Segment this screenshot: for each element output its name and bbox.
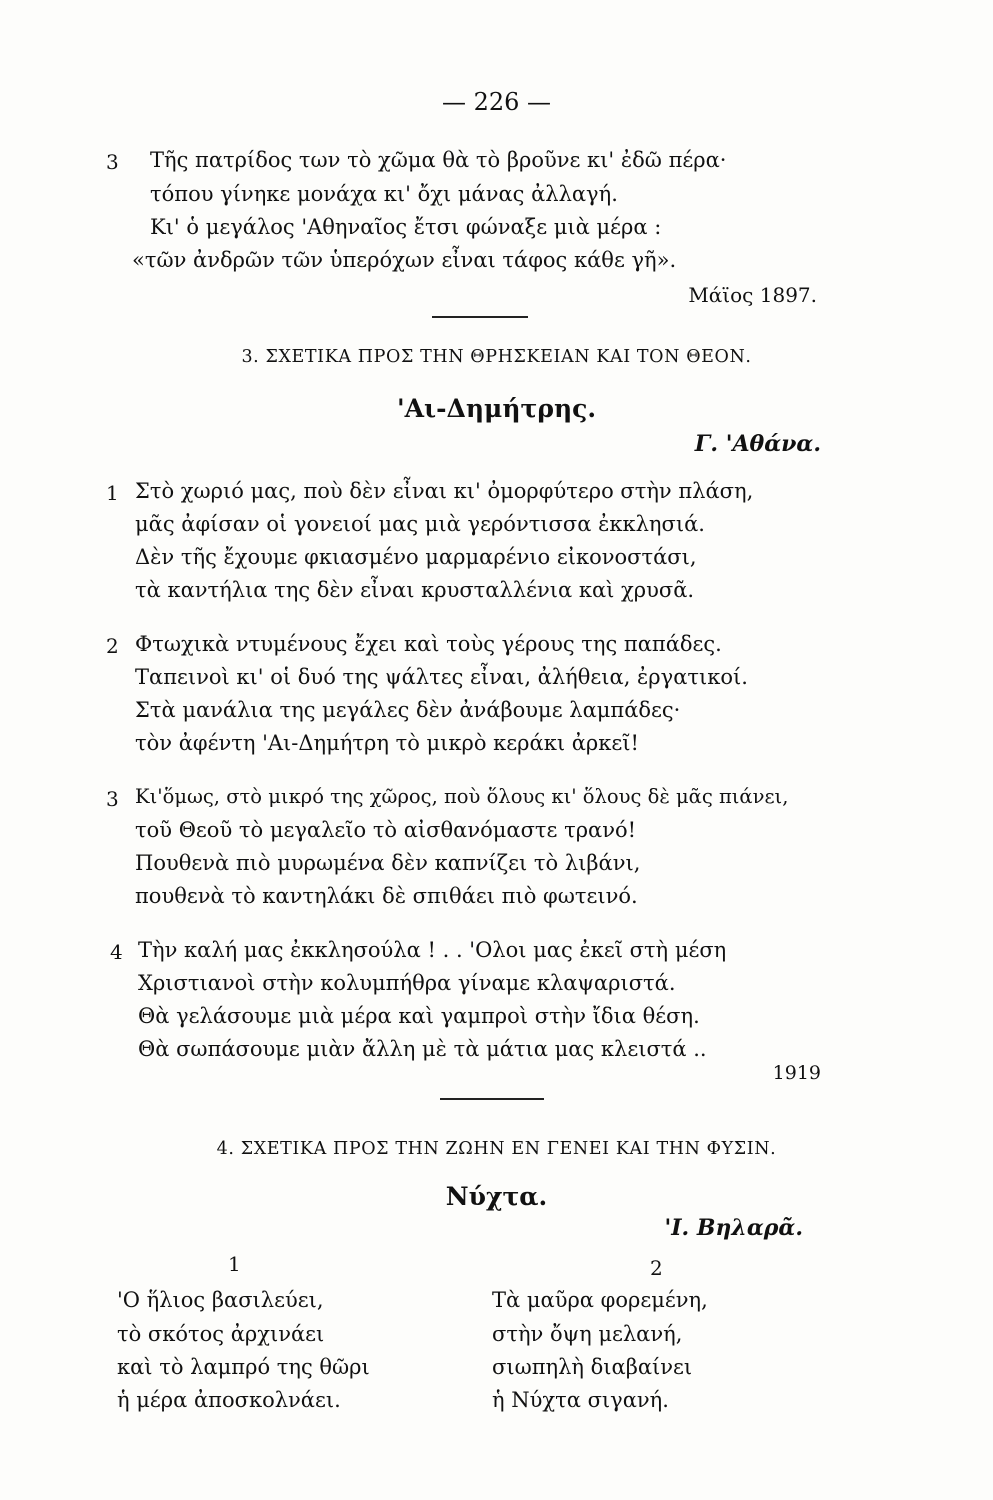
poem-date: 1919: [772, 1062, 821, 1084]
poem-title: Νύχτα.: [445, 1182, 548, 1211]
stanza-number: 4: [110, 940, 123, 964]
poem-line: Τῆς πατρίδος των τὸ χῶμα θὰ τὸ βροῦνε κι' ἐδῶ πέρα·: [150, 148, 727, 172]
poem-line: ἡ Νύχτα σιγανή.: [492, 1388, 669, 1412]
poem-line: ἡ μέρα ἀποσκολνάει.: [117, 1388, 341, 1412]
poem-line: Δὲν τῆς ἔχουμε φκιασμένο μαρμαρένιο εἰκονοστάσι,: [135, 545, 697, 569]
poem-line: Τὰ μαῦρα φορεμένη,: [492, 1288, 708, 1312]
poem-date: Μάϊος 1897.: [688, 283, 817, 307]
poem-line: τὸ σκότος ἀρχινάει: [117, 1322, 325, 1346]
poem-line: Τὴν καλή μας ἐκκλησούλα ! . . 'Ολοι μας ἐκεῖ στὴ μέση: [138, 938, 727, 962]
separator-rule: [432, 316, 528, 318]
poem-line: Θὰ σωπάσουμε μιὰν ἄλλη μὲ τὰ μάτια μας κλειστά ..: [138, 1037, 707, 1061]
section-heading: 4. ΣΧΕΤΙΚΑ ΠΡΟΣ ΤΗΝ ΖΩΗΝ ΕΝ ΓΕΝΕΙ ΚΑΙ ΤΗΝ ΦΥΣΙΝ.: [216, 1139, 777, 1159]
poem-line: 'Ο ἥλιος βασιλεύει,: [117, 1288, 324, 1312]
poem-line: τοῦ Θεοῦ τὸ μεγαλεῖο τὸ αἰσθανόμαστε τρανό!: [135, 818, 637, 842]
poem-line: Κι'ὅμως, στὸ μικρό της χῶρος, ποὺ ὅλους κι' ὅλους δὲ μᾶς πιάνει,: [135, 785, 789, 808]
poem-line: «τῶν ἀνδρῶν τῶν ὑπερόχων εἶναι τάφος κάθε γῆ».: [132, 248, 677, 272]
poem-line: τόπου γίνηκε μονάχα κι' ὄχι μάνας ἀλλαγή.: [150, 182, 618, 206]
poem-line: πουθενὰ τὸ καντηλάκι δὲ σπιθάει πιὸ φωτεινό.: [135, 884, 638, 908]
column-number: 2: [650, 1256, 663, 1280]
poem-line: Κι' ὁ μεγάλος 'Αθηναῖος ἔτσι φώναξε μιὰ μέρα :: [150, 215, 662, 239]
stanza-number: 3: [106, 150, 119, 174]
poem-line: Χριστιανοὶ στὴν κολυμπήθρα γίναμε κλαψαριστά.: [138, 971, 676, 995]
stanza-number: 3: [106, 787, 119, 811]
poem-line: Στὸ χωριό μας, ποὺ δὲν εἶναι κι' ὀμορφύτερο στὴν πλάση,: [135, 479, 754, 503]
stanza-number: 1: [106, 481, 119, 505]
poem-line: Πουθενὰ πιὸ μυρωμένα δὲν καπνίζει τὸ λιβάνι,: [135, 851, 641, 875]
column-number: 1: [228, 1252, 241, 1276]
poem-line: Φτωχικὰ ντυμένους ἔχει καὶ τοὺς γέρους της παπάδες.: [135, 632, 722, 656]
poem-author: 'Ι. Βηλαρᾶ.: [664, 1215, 803, 1241]
poem-line: Θὰ γελάσουμε μιὰ μέρα καὶ γαμπροὶ στὴν ἴδια θέση.: [138, 1004, 700, 1028]
poem-line: Στὰ μανάλια της μεγάλες δὲν ἀνάβουμε λαμπάδες·: [135, 698, 681, 722]
poem-line: καὶ τὸ λαμπρό της θῶρι: [117, 1355, 370, 1379]
poem-line: μᾶς ἀφίσαν οἱ γονειοί μας μιὰ γερόντισσα ἐκκλησιά.: [135, 512, 705, 536]
separator-rule: [440, 1098, 544, 1100]
poem-line: Ταπεινοὶ κι' οἱ δυό της ψάλτες εἶναι, ἀλήθεια, ἐργατικοί.: [135, 665, 748, 689]
section-heading: 3. ΣΧΕΤΙΚΑ ΠΡΟΣ ΤΗΝ ΘΡΗΣΚΕΙΑΝ ΚΑΙ ΤΟΝ ΘΕΟΝ.: [241, 347, 752, 367]
poem-title: 'Αι-Δημήτρης.: [396, 394, 597, 423]
stanza-number: 2: [106, 634, 119, 658]
poem-line: σιωπηλὴ διαβαίνει: [492, 1355, 693, 1379]
poem-author: Γ. 'Αθάνα.: [694, 431, 821, 457]
poem-line: τὰ καντήλια της δὲν εἶναι κρυσταλλένια καὶ χρυσᾶ.: [135, 578, 695, 602]
poem-line: στὴν ὄψη μελανή,: [492, 1322, 683, 1346]
poem-line: τὸν ἀφέντη 'Αι-Δημήτρη τὸ μικρὸ κεράκι ἀρκεῖ!: [135, 731, 639, 755]
page-number: — 226 —: [441, 88, 552, 116]
